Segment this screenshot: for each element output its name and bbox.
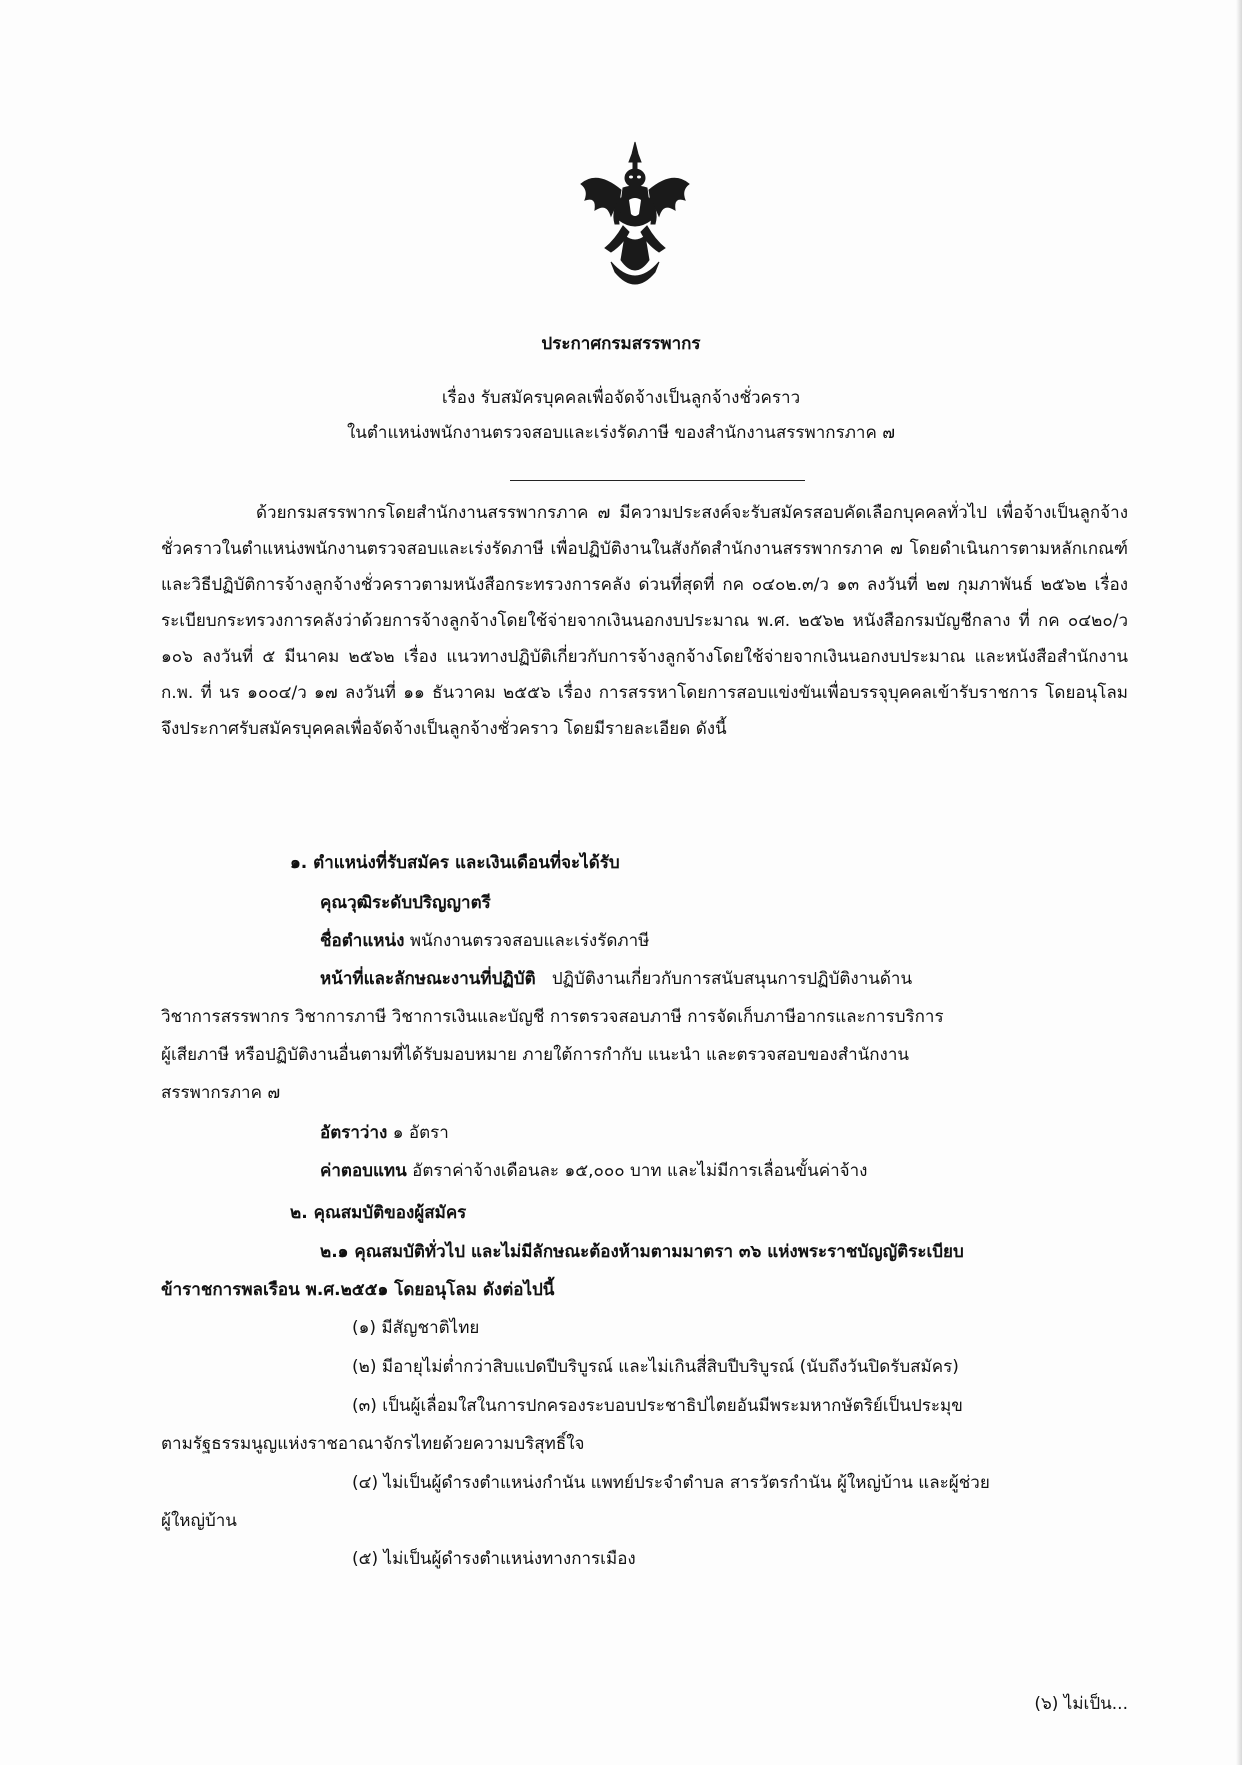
qualification-item-3-line-2: ตามรัฐธรรมนูญแห่งราชอาณาจักรไทยด้วยความบริสุทธิ์ใจ: [161, 1434, 585, 1454]
qualification-item-5: (๕) ไม่เป็นผู้ดำรงตำแหน่งทางการเมือง: [352, 1549, 636, 1569]
qualification-item-3-line-1: (๓) เป็นผู้เลื่อมใสในการปกครองระบอบประชาธิปไตยอันมีพระมหากษัตริย์เป็นประมุข: [352, 1396, 963, 1416]
page-edge: [1236, 0, 1242, 1765]
duties-line-1: ปฏิบัติงานเกี่ยวกับการสนับสนุนการปฏิบัติงานด้าน: [551, 969, 913, 989]
qualification-item-4-line-2: ผู้ใหญ่บ้าน: [161, 1511, 237, 1531]
subject-line-1: เรื่อง รับสมัครบุคคลเพื่อจัดจ้างเป็นลูกจ้างชั่วคราว: [441, 388, 801, 408]
intro-paragraph: ด้วยกรมสรรพากรโดยสำนักงานสรรพากรภาค ๗ มีความประสงค์จะรับสมัครสอบคัดเลือกบุคคลทั่วไป เพื่อจ้างเป็นลูกจ้างชั่วคราวในตำแหน่งพนักงานตรวจสอบและเร่งรัดภาษี เพื่อปฏิบัติงานในสังกัดสำนักงานสรรพากรภาค ๗ โดยดำเนินการตามหลักเกณฑ์และวิธีปฏิบัติการจ้างลูกจ้างชั่วคราวตามหนังสือกระทรวงการคลัง ด่วนที่สุดที่ กค ๐๔๐๒.๓/ว ๑๓ ลงวันที่ ๒๗ กุมภาพันธ์ ๒๕๖๒ เรื่อง ระเบียบกระทรวงการคลังว่าด้วยการจ้างลูกจ้างโดยใช้จ่ายจากเงินนอกงบประมาณ พ.ศ. ๒๕๖๒ หนังสือกรมบัญชีกลาง ที่ กค ๐๔๒๐/ว ๑๐๖ ลงวันที่ ๕ มีนาคม ๒๕๖๒ เรื่อง แนวทางปฏิบัติเกี่ยวกับการจ้างลูกจ้างโดยใช้จ่ายจากเงินนอกงบประมาณ และหนังสือสำนักงาน ก.พ. ที่ นร ๑๐๐๔/ว ๑๗ ลงวันที่ ๑๑ ธันวาคม ๒๕๕๖ เรื่อง การสรรหาโดยการสอบแข่งขันเพื่อบรรจุบุคคลเข้ารับราชการ โดยอนุโลม จึงประกาศรับสมัครบุคคลเพื่อจัดจ้างเป็นลูกจ้างชั่วคราว โดยมีรายละเอียด ดังนี้: [161, 503, 1128, 739]
section1-heading: ๑. ตำแหน่งที่รับสมัคร และเงินเดือนที่จะได้รับ: [290, 853, 620, 873]
duties-line-4: สรรพากรภาค ๗: [161, 1083, 281, 1103]
subject-line-2: ในตำแหน่งพนักงานตรวจสอบและเร่งรัดภาษี ของสำนักงานสรรพากรภาค ๗: [346, 423, 896, 443]
qualification-item-1: (๑) มีสัญชาติไทย: [352, 1318, 480, 1338]
vacancy-row: [320, 1115, 449, 1151]
pay-value: อัตราค่าจ้างเดือนละ ๑๕,๐๐๐ บาท และไม่มีการเลื่อนขั้นค่าจ้าง: [412, 1161, 868, 1181]
duties-line-2: วิชาการสรรพากร วิชาการภาษี วิชาการเงินและบัญชี การตรวจสอบภาษี การจัดเก็บภาษีอากรและการบริการ: [161, 1007, 944, 1027]
document-title: ประกาศกรมสรรพากร: [541, 334, 701, 354]
duties-line-3: ผู้เสียภาษี หรือปฏิบัติงานอื่นตามที่ได้รับมอบหมาย ภายใต้การกำกับ แนะนำ และตรวจสอบของสำนักงาน: [161, 1045, 910, 1065]
duties-row: [320, 961, 912, 997]
qualification-item-4-line-1: (๔) ไม่เป็นผู้ดำรงตำแหน่งกำนัน แพทย์ประจำตำบล สารวัตรกำนัน ผู้ใหญ่บ้าน และผู้ช่วย: [352, 1473, 990, 1493]
vacancy-label: อัตราว่าง: [320, 1123, 388, 1143]
position-name-row: [320, 923, 649, 959]
section2-1-heading-line-2: ข้าราชการพลเรือน พ.ศ.๒๕๕๑ โดยอนุโลม ดังต่อไปนี้: [161, 1280, 555, 1300]
title-divider: [510, 480, 805, 481]
vacancy-value: ๑ อัตรา: [392, 1123, 449, 1143]
qualification-item-2: (๒) มีอายุไม่ต่ำกว่าสิบแปดปีบริบูรณ์ และไม่เกินสี่สิบปีบริบูรณ์ (นับถึงวันปิดรับสมัคร): [352, 1357, 959, 1377]
section2-1-heading-line-1: ๒.๑ คุณสมบัติทั่วไป และไม่มีลักษณะต้องห้ามตามมาตรา ๓๖ แห่งพระราชบัญญัติระเบียบ: [320, 1242, 964, 1262]
duties-label: หน้าที่และลักษณะงานที่ปฏิบัติ: [320, 969, 536, 989]
pay-label: ค่าตอบแทน: [320, 1161, 407, 1181]
position-label: ชื่อตำแหน่ง: [320, 931, 405, 951]
continuation-note: (๖) ไม่เป็น...: [1034, 1694, 1128, 1714]
garuda-emblem-icon: [575, 140, 695, 300]
position-value: พนักงานตรวจสอบและเร่งรัดภาษี: [409, 931, 650, 951]
pay-row: [320, 1153, 867, 1189]
qualification-level: คุณวุฒิระดับปริญญาตรี: [320, 893, 491, 913]
section2-heading: ๒. คุณสมบัติของผู้สมัคร: [290, 1203, 467, 1223]
